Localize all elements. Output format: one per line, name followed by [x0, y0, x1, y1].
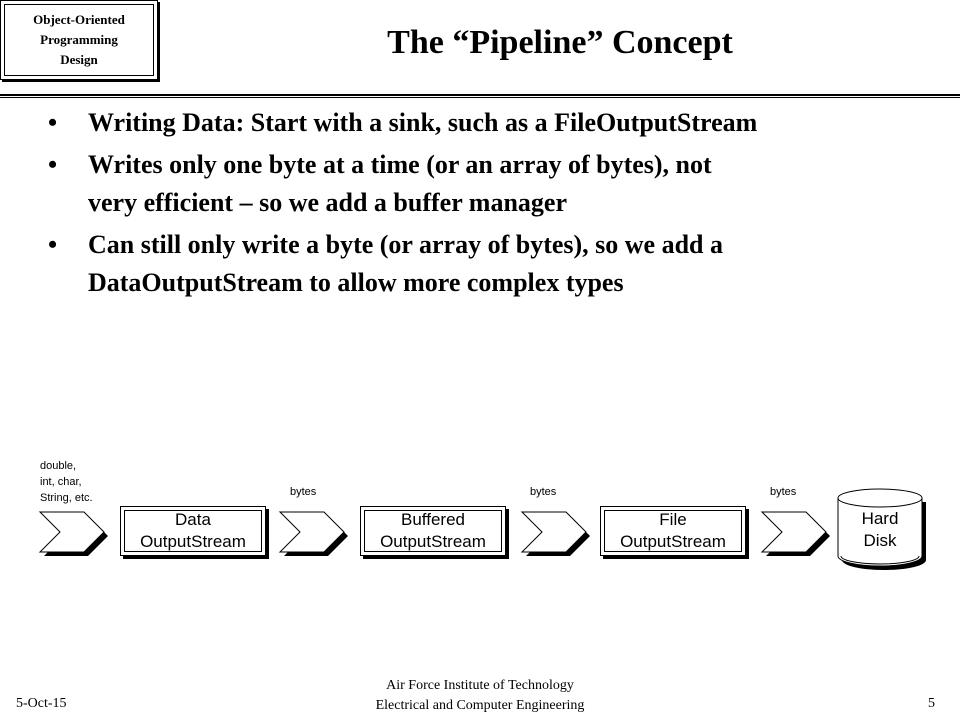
input-arrow-icon — [38, 510, 112, 556]
course-title-line-1: Object-Oriented — [33, 12, 125, 27]
slide-title: The “Pipeline” Concept — [387, 24, 733, 61]
file-outputstream-box-inner — [604, 510, 742, 552]
bullet-line: Writing Data: Start with a sink, such as a FileOutputStream — [88, 108, 758, 137]
hard-disk-label — [836, 508, 924, 552]
course-title-box-inner — [4, 4, 154, 76]
pipeline-diagram — [0, 450, 960, 600]
footer-institution — [300, 676, 660, 716]
input-types-line: int, char, — [40, 476, 82, 488]
bullet-list — [48, 104, 938, 306]
input-types-line: String, etc. — [40, 492, 93, 504]
bytes-label: bytes — [770, 486, 797, 498]
data-outputstream-box — [120, 506, 266, 556]
stage-label-line: File — [659, 510, 687, 529]
bullet-line: DataOutputStream to allow more complex types — [88, 268, 624, 297]
bytes-arrow-icon — [760, 510, 834, 556]
buffered-outputstream-box-inner — [364, 510, 502, 552]
bytes-arrow-icon — [520, 510, 594, 556]
bullet-dot-icon: • — [48, 150, 58, 179]
bullet-item — [48, 146, 938, 222]
stage-label-line: Buffered — [401, 510, 465, 529]
stage-label-line: OutputStream — [140, 532, 246, 551]
disk-label-line: Hard — [861, 509, 899, 528]
title-divider — [0, 94, 960, 98]
course-title-box — [0, 0, 158, 80]
bullet-line: very efficient – so we add a buffer manager — [88, 188, 567, 217]
course-title-line-2: Programming — [40, 32, 118, 47]
bytes-label: bytes — [290, 486, 317, 498]
footer-date: 5-Oct-15 — [16, 696, 67, 711]
bullet-line: Writes only one byte at a time (or an array of bytes), not — [88, 150, 712, 179]
bullet-item — [48, 226, 938, 302]
bytes-arrow-icon — [278, 510, 352, 556]
footer-institution-line: Air Force Institute of Technology — [386, 678, 574, 693]
file-outputstream-box — [600, 506, 746, 556]
bytes-label: bytes — [530, 486, 557, 498]
bullet-dot-icon: • — [48, 108, 58, 137]
bullet-line: Can still only write a byte (or array of bytes), so we add a — [88, 230, 724, 259]
input-types-label — [40, 458, 93, 506]
data-outputstream-box-inner — [124, 510, 262, 552]
bullet-item — [48, 104, 938, 142]
input-types-line: double, — [40, 460, 77, 472]
stage-label-line: Data — [175, 510, 211, 529]
stage-label-line: OutputStream — [620, 532, 726, 551]
course-title-line-3: Design — [60, 52, 98, 67]
buffered-outputstream-box — [360, 506, 506, 556]
footer-page-number: 5 — [928, 696, 935, 711]
footer-institution-line: Electrical and Computer Engineering — [375, 698, 585, 713]
bullet-dot-icon: • — [48, 230, 58, 259]
stage-label-line: OutputStream — [380, 532, 486, 551]
disk-label-line: Disk — [863, 531, 897, 550]
